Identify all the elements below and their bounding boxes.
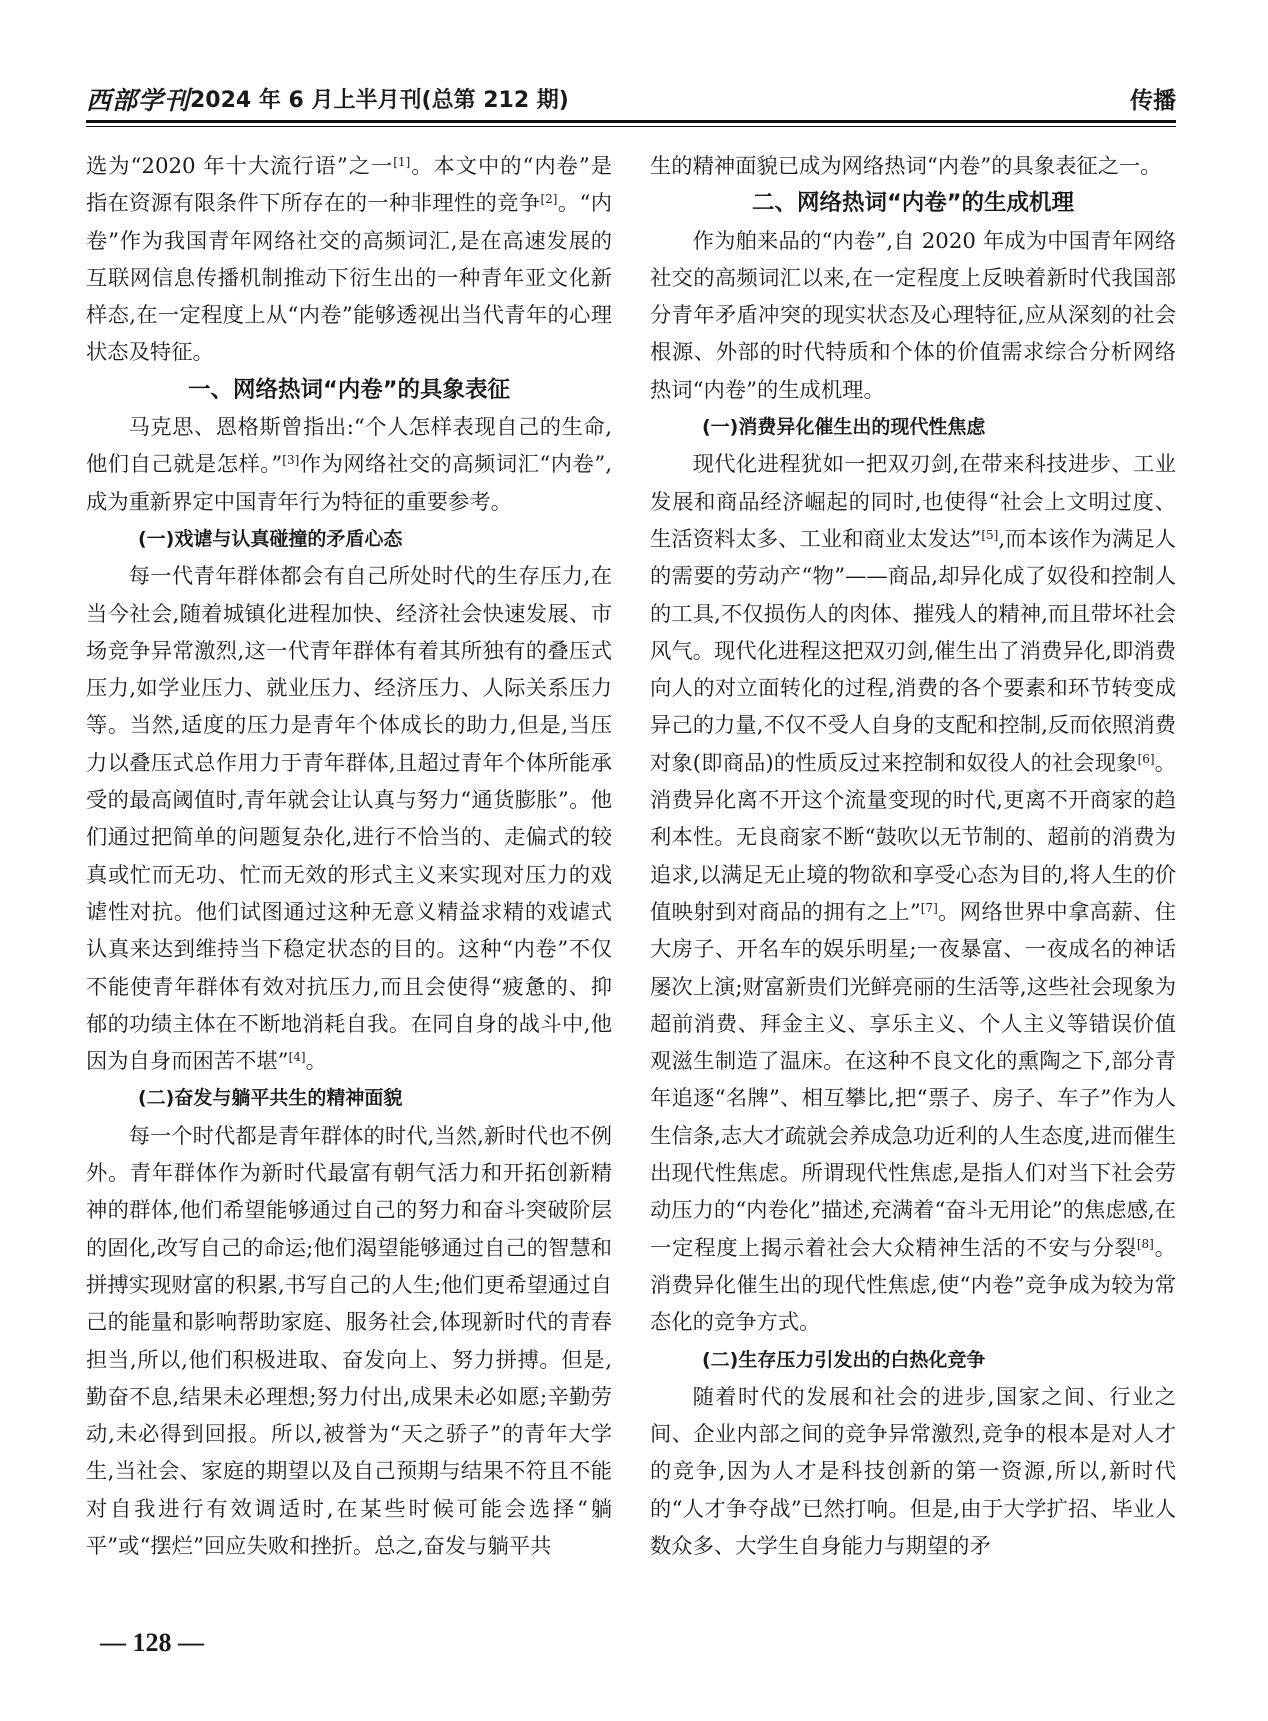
running-header xyxy=(86,84,1176,130)
header-rule-thin xyxy=(86,126,1176,127)
issue-info: 2024 年 6 月上半月刊(总第 212 期) xyxy=(190,88,569,113)
subsection-heading: (二)奋发与躺平共生的精神面貌 xyxy=(138,1087,403,1110)
header-rule-thick xyxy=(86,120,1176,123)
subsection-heading: (二)生存压力引发出的白热化竞争 xyxy=(702,1348,986,1371)
journal-logo: 西部学刊 xyxy=(86,86,191,115)
citation-marker: [1] xyxy=(393,155,411,169)
citation-marker: [5] xyxy=(981,527,999,542)
page-number: — 128 — xyxy=(100,1628,204,1657)
citation-marker: [4] xyxy=(288,1050,306,1065)
left-column xyxy=(86,148,612,1565)
section-name: 传播 xyxy=(1130,88,1176,114)
citation-marker: [3] xyxy=(282,453,300,468)
subsection-heading: (一)戏谑与认真碰撞的矛盾心态 xyxy=(138,527,403,550)
citation-marker: [2] xyxy=(540,192,558,207)
paragraph: 生的精神面貌已成为网络热词“内卷”的具象表征之一。 xyxy=(650,154,1162,179)
paragraph: 选为“2020 年十大流行语”之一[1]。本文中的“内卷”是指在资源有限条件下所存在的一种非理性的竞争[2]。“内卷”作为我国青年网络社交的高频词汇,是在高速发展的互联网信息传播机制推动下衍生出的一种青年亚文化新样态,在一定程度上从“内卷”能够透视出当代青年的心理状态及特征。 xyxy=(86,154,613,366)
right-column xyxy=(650,148,1176,1565)
section-heading: 一、网络热词“内卷”的具象表征 xyxy=(187,376,511,403)
paragraph: 作为舶来品的“内卷”,自 2020 年成为中国青年网络社交的高频词汇以来,在一定程度上反映着新时代我国部分青年矛盾冲突的现实状态及心理特征,应从深刻的社会根源、外部的时代特质和个体的价值需求综合分析网络热词“内卷”的生成机理。 xyxy=(650,228,1176,403)
subsection-heading: (一)消费异化催生出的现代性焦虑 xyxy=(702,416,986,439)
paragraph: 现代化进程犹如一把双刃剑,在带来科技进步、工业发展和商品经济崛起的同时,也使得“社会上文明过度、生活资料太多、工业和商业太发达”[5],而本该作为满足人的需要的劳动产“物”——商品,却异化成了奴役和控制人的工具,不仅损伤人的肉体、摧残人的精神,而且带坏社会风气。现代化进程这把双刃剑,催生出了消费异化,即消费向人的对立面转化的过程,消费的各个要素和环节转变成异己的力量,不仅不受人自身的支配和控制,反而依照消费对象(即商品)的性质反过来控制和奴役人的社会现象[6]。消费异化离不开这个流量变现的时代,更离不开商家的趋利本性。无良商家不断“鼓吹以无节制的、超前的消费为追求,以满足无止境的物欲和享受心态为目的,将人生的价值映射到对商品的拥有之上”[7]。网络世界中拿高薪、住大房子、开名车的娱乐明星;一夜暴富、一夜成名的神话屡次上演;财富新贵们光鲜亮丽的生活等,这些社会现象为超前消费、拜金主义、享乐主义、个人主义等错误价值观滋生制造了温床。在这种不良文化的熏陶之下,部分青年追逐“名牌”、相互攀比,把“票子、房子、车子”作为人生信条,志大才疏就会养成急功近利的人生态度,进而催生出现代性焦虑。所谓现代性焦虑,是指人们对当下社会劳动压力的“内卷化”描述,充满着“奋斗无用论”的焦虑感,在一定程度上揭示着社会大众精神生活的不安与分裂[8]。消费异化催生出的现代性焦虑,使“内卷”竞争成为较为常态化的竞争方式。 xyxy=(650,452,1176,1336)
citation-marker: [8] xyxy=(1136,1236,1154,1251)
paragraph: 马克思、恩格斯曾指出:“个人怎样表现自己的生命,他们自己就是怎样。”[3]作为网络社交的高频词汇“内卷”,成为重新界定中国青年行为特征的重要参考。 xyxy=(86,415,612,515)
section-heading: 二、网络热词“内卷”的生成机理 xyxy=(751,190,1075,217)
citation-marker: [6] xyxy=(1137,751,1155,766)
citation-marker: [7] xyxy=(920,900,938,915)
paragraph: 每一个时代都是青年群体的时代,当然,新时代也不例外。青年群体作为新时代最富有朝气活力和开拓创新精神的群体,他们希望能够通过自己的努力和奋斗突破阶层的固化,改写自己的命运;他们渴望能够通过自己的智慧和拼搏实现财富的积累,书写自己的人生;他们更希望通过自己的能量和影响帮助家庭、服务社会,体现新时代的青春担当,所以,他们积极进取、奋发向上、努力拼搏。但是,勤奋不息,结果未必理想;努力付出,成果未必如愿;辛勤劳动,未必得到回报。所以,被誉为“天之骄子”的青年大学生,当社会、家庭的期望以及自己预期与结果不符且不能对自我进行有效调适时,在某些时候可能会选择“躺平”或“摆烂”回应失败和挫折。总之,奋发与躺平共 xyxy=(86,1123,612,1559)
paragraph: 随着时代的发展和社会的进步,国家之间、行业之间、企业内部之间的竞争异常激烈,竞争的根本是对人才的竞争,因为人才是科技创新的第一资源,所以,新时代的“人才争夺战”已然打响。但是,由于大学扩招、毕业人数众多、大学生自身能力与期望的矛 xyxy=(650,1384,1176,1559)
paragraph: 每一代青年群体都会有自己所处时代的生存压力,在当今社会,随着城镇化进程加快、经济社会快速发展、市场竞争异常激烈,这一代青年群体有着其所独有的叠压式压力,如学业压力、就业压力、经济压力、人际关系压力等。当然,适度的压力是青年个体成长的助力,但是,当压力以叠压式总作用力于青年群体,且超过青年个体所能承受的最高阈值时,青年就会让认真与努力“通货膨胀”。他们通过把简单的问题复杂化,进行不恰当的、走偏式的较真或忙而无功、忙而无效的形式主义来实现对压力的戏谑性对抗。他们试图通过这种无意义精益求精的戏谑式认真来达到维持当下稳定状态的目的。这种“内卷”不仅不能使青年群体有效对抗压力,而且会使得“疲惫的、抑郁的功绩主体在不断地消耗自我。在同自身的战斗中,他因为自身而困苦不堪”[4]。 xyxy=(86,564,612,1075)
